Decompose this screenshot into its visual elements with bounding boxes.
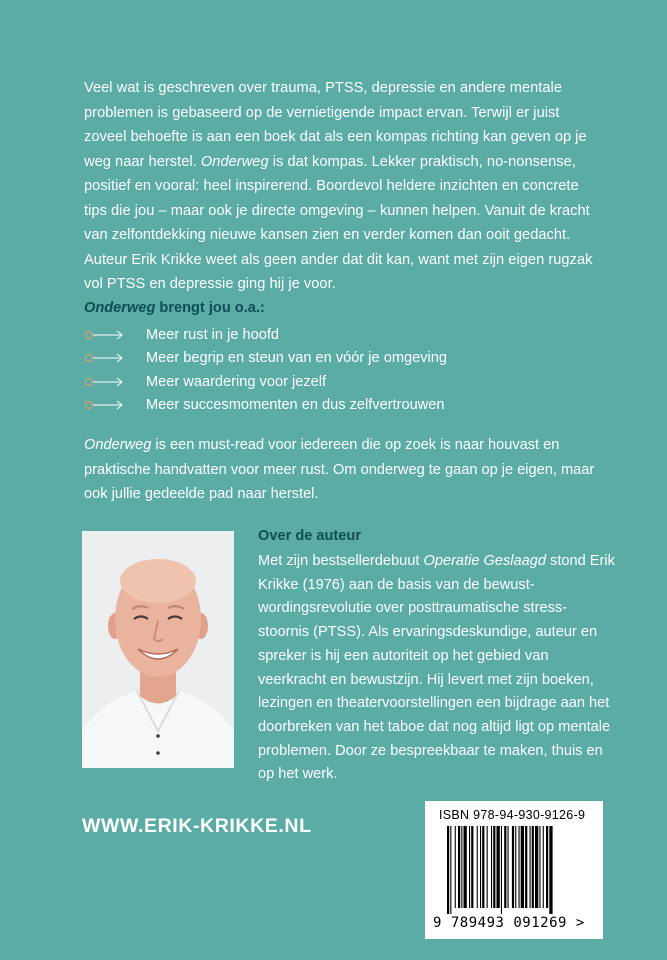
barcode-bar xyxy=(549,826,552,914)
benefits-heading-text: brengt jou o.a.: xyxy=(155,300,265,316)
barcode-bar xyxy=(482,826,484,908)
barcode-bar xyxy=(539,826,540,908)
author-heading: Over de auteur xyxy=(258,528,362,544)
list-item xyxy=(84,394,447,418)
author-debut-title: Operatie Geslaagd xyxy=(423,553,546,569)
intro-text-1: Veel wat is geschreven over trauma, PTSS, depressie en andere mentale problemen is gebaseerd op de vernietigende impact ervan. Terwijl er juist zoveel behoefte is aan een boek dat als een kompas richting kan geven op je weg naar herstel. xyxy=(84,80,587,170)
website-link[interactable]: WWW.ERIK-KRIKKE.NL xyxy=(82,815,312,837)
benefit-text: Meer rust in je hoofd xyxy=(146,326,280,343)
intro-paragraph xyxy=(84,76,604,297)
author-portrait-icon xyxy=(82,531,234,768)
barcode-bar xyxy=(501,826,502,914)
author-bio-text-2: stond Erik Krikke (1976) aan de basis van de bewust-wordingsrevolutie over posttraumatische stress-stoornis (PTSS). Als ervaringsdeskundige, auteur en spreker is hij een autoriteit op het gebied van veerkracht en bewustzijn. Hij levert met zijn boeken, lezingen en theatervoorstellingen een bijdrage aan het doorbreken van het taboe dat nog altijd ligt op mentale problemen. Door ze bespreekbaar te maken, thuis en op het werk. xyxy=(258,553,615,783)
barcode-bar xyxy=(530,826,531,908)
barcode-bar xyxy=(480,826,481,908)
benefit-text: Meer waardering voor jezelf xyxy=(146,373,327,390)
barcode-bar xyxy=(543,826,544,908)
benefits-heading xyxy=(84,300,265,316)
barcode-bar xyxy=(512,826,514,908)
arrow-right-icon xyxy=(84,375,124,389)
isbn-label: ISBN 978-94-930-9126-9 xyxy=(439,808,586,822)
barcode-digits: 9 789493 091269 > xyxy=(433,915,585,931)
list-item xyxy=(84,370,447,394)
barcode-bar xyxy=(458,826,460,908)
barcode-bar xyxy=(450,826,451,914)
barcode-bar xyxy=(461,826,462,908)
author-photo xyxy=(82,531,234,768)
closing-paragraph xyxy=(84,433,604,507)
list-item xyxy=(84,323,447,347)
barcode-bar xyxy=(532,826,534,908)
barcode-icon xyxy=(447,826,583,914)
barcode-bar xyxy=(535,826,538,908)
author-bio xyxy=(258,550,618,787)
barcode-panel xyxy=(425,801,603,939)
closing-book-title: Onderweg xyxy=(84,437,152,453)
barcode-bar xyxy=(447,826,449,914)
list-item xyxy=(84,347,447,371)
intro-text-2: is dat kompas. Lekker praktisch, no-nonsense, positief en vooral: heel inspirerend. Boordevol heldere inzichten en concrete tips die jou – maar ook je directe omgeving – kunnen helpen. Vanuit de kracht van zelfontdekking nieuwe kansen zien en verder komen dan ooit gedacht. Auteur Erik Krikke weet als geen ander dat dit kan, want met zijn eigen rugzak vol PTSS en depressie ging hij je voor. xyxy=(84,153,593,292)
barcode-bar xyxy=(477,826,478,908)
barcode-bar xyxy=(508,826,509,908)
barcode-bar xyxy=(504,826,506,908)
arrow-right-icon xyxy=(84,398,124,412)
arrow-right-icon xyxy=(84,351,124,365)
barcode-bar xyxy=(471,826,473,908)
barcode-bar xyxy=(493,826,495,908)
benefits-list xyxy=(84,323,447,417)
arrow-right-icon xyxy=(84,328,124,342)
barcode-bar xyxy=(515,826,516,908)
barcode-bar xyxy=(497,826,500,908)
barcode-bar xyxy=(487,826,488,908)
barcode-bar xyxy=(491,826,492,908)
benefit-text: Meer succesmomenten en dus zelfvertrouwen xyxy=(146,397,445,414)
barcode-bar xyxy=(464,826,467,908)
closing-text: is een must-read voor iedereen die op zoek is naar houvast en praktische handvatten voor meer rust. Om onderweg te gaan op je eigen, maar ook jullie gedeelde pad naar herstel. xyxy=(84,437,595,502)
barcode-bar xyxy=(519,826,520,908)
barcode-bar xyxy=(521,826,524,908)
barcode-bar xyxy=(469,826,470,908)
barcode-bar xyxy=(525,826,527,908)
intro-book-title: Onderweg xyxy=(200,153,269,170)
author-bio-text-1: Met zijn bestsellerdebuut xyxy=(258,553,424,569)
barcode-bar xyxy=(546,826,548,908)
benefits-heading-book-title: Onderweg xyxy=(84,300,156,316)
benefit-text: Meer begrip en steun van en vóór je omgeving xyxy=(146,350,447,367)
barcode-bar xyxy=(455,826,456,908)
